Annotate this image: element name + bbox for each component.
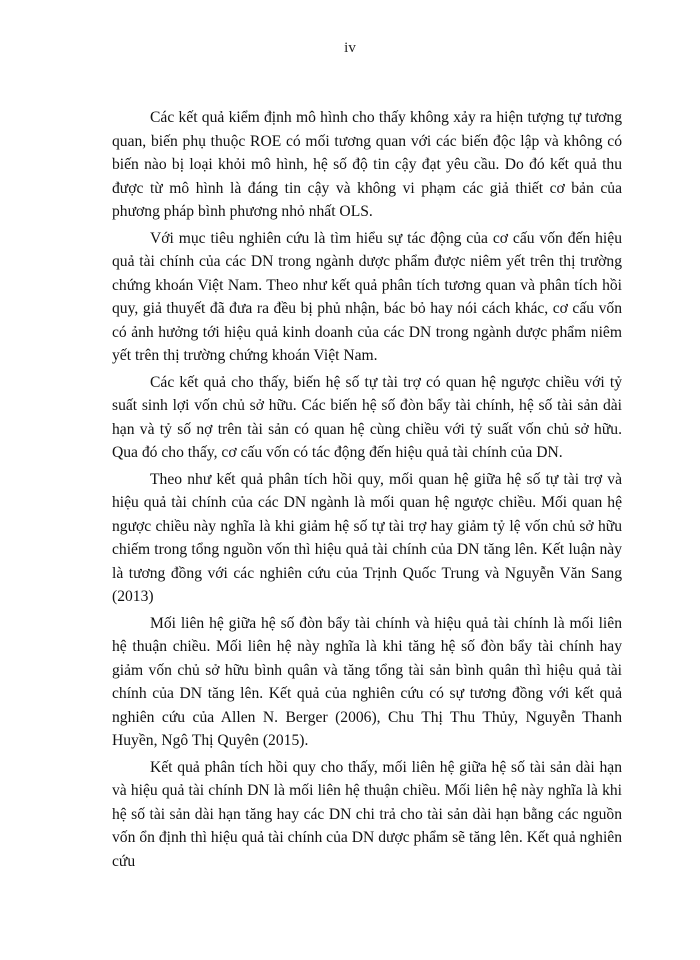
paragraph-1: Các kết quả kiểm định mô hình cho thấy không xảy ra hiện tượng tự tương quan, biến phụ thuộc ROE có mối tương quan với các biến độc lập và không có biến nào bị loại khỏi mô hình, hệ số độ tin cậy đạt yêu cầu. Do đó kết quả thu được từ mô hình là đáng tin cậy và không vi phạm các giả thiết cơ bản của phương pháp bình phương nhỏ nhất OLS. [112, 109, 622, 220]
paragraph-6: Kết quả phân tích hồi quy cho thấy, mối liên hệ giữa hệ số tài sản dài hạn và hiệu quả tài chính DN là mối liên hệ thuận chiều. Mối liên hệ này nghĩa là khi hệ số tài sản dài hạn tăng hay các DN chi trả cho tài sản dài hạn bằng các nguồn vốn ổn định thì hiệu quả tài chính của DN dược phẩm sẽ tăng lên. Kết quả nghiên cứu [112, 758, 622, 870]
paragraph-4: Theo như kết quả phân tích hồi quy, mối quan hệ giữa hệ số tự tài trợ và hiệu quả tài chính của các DN ngành là mối quan hệ ngược chiều. Mối quan hệ ngược chiều này nghĩa là khi giảm hệ số tự tài trợ hay giảm tỷ lệ vốn chủ sở hữu chiếm trong tổng nguồn vốn thì hiệu quả tài chính của DN tăng lên. Kết luận này là tương đồng với các nghiên cứu của Trịnh Quốc Trung và Nguyễn Văn Sang (2013) [112, 470, 622, 605]
paragraph-5: Mối liên hệ giữa hệ số đòn bẩy tài chính và hiệu quả tài chính là mối liên hệ thuận chiều. Mối liên hệ này nghĩa là khi tăng hệ số đòn bẩy tài chính hay giảm vốn chủ sở hữu bình quân và tăng tổng tài sản bình quân thì hiệu quả tài chính của DN tăng lên. Kết quả của nghiên cứu có sự tương đồng với kết quả nghiên cứu của Allen N. Berger (2006), Chu Thị Thu Thủy, Nguyễn Thanh Huyền, Ngô Thị Quyên (2015). [112, 614, 622, 749]
page-number: iv [344, 40, 356, 56]
paragraph-2: Với mục tiêu nghiên cứu là tìm hiểu sự tác động của cơ cấu vốn đến hiệu quả tài chính của các DN trong ngành dược phẩm được niêm yết trên thị trường chứng khoán Việt Nam. Theo như kết quả phân tích tương quan và phân tích hồi quy, giả thuyết đã đưa ra đều bị phủ nhận, bác bỏ hay nói cách khác, cơ cấu vốn có ảnh hưởng tới hiệu quả kinh doanh của các DN trong ngành dược phẩm niêm yết trên thị trường chứng khoán Việt Nam. [112, 229, 622, 364]
paragraph-3: Các kết quả cho thấy, biến hệ số tự tài trợ có quan hệ ngược chiều với tỷ suất sinh lợi vốn chủ sở hữu. Các biến hệ số đòn bẩy tài chính, hệ số tài sản dài hạn và tỷ số nợ trên tài sản có quan hệ cùng chiều với tỷ suất vốn chủ sở hữu. Qua đó cho thấy, cơ cấu vốn có tác động đến hiệu quả tài chính của DN. [112, 373, 622, 461]
body-text [112, 106, 622, 876]
